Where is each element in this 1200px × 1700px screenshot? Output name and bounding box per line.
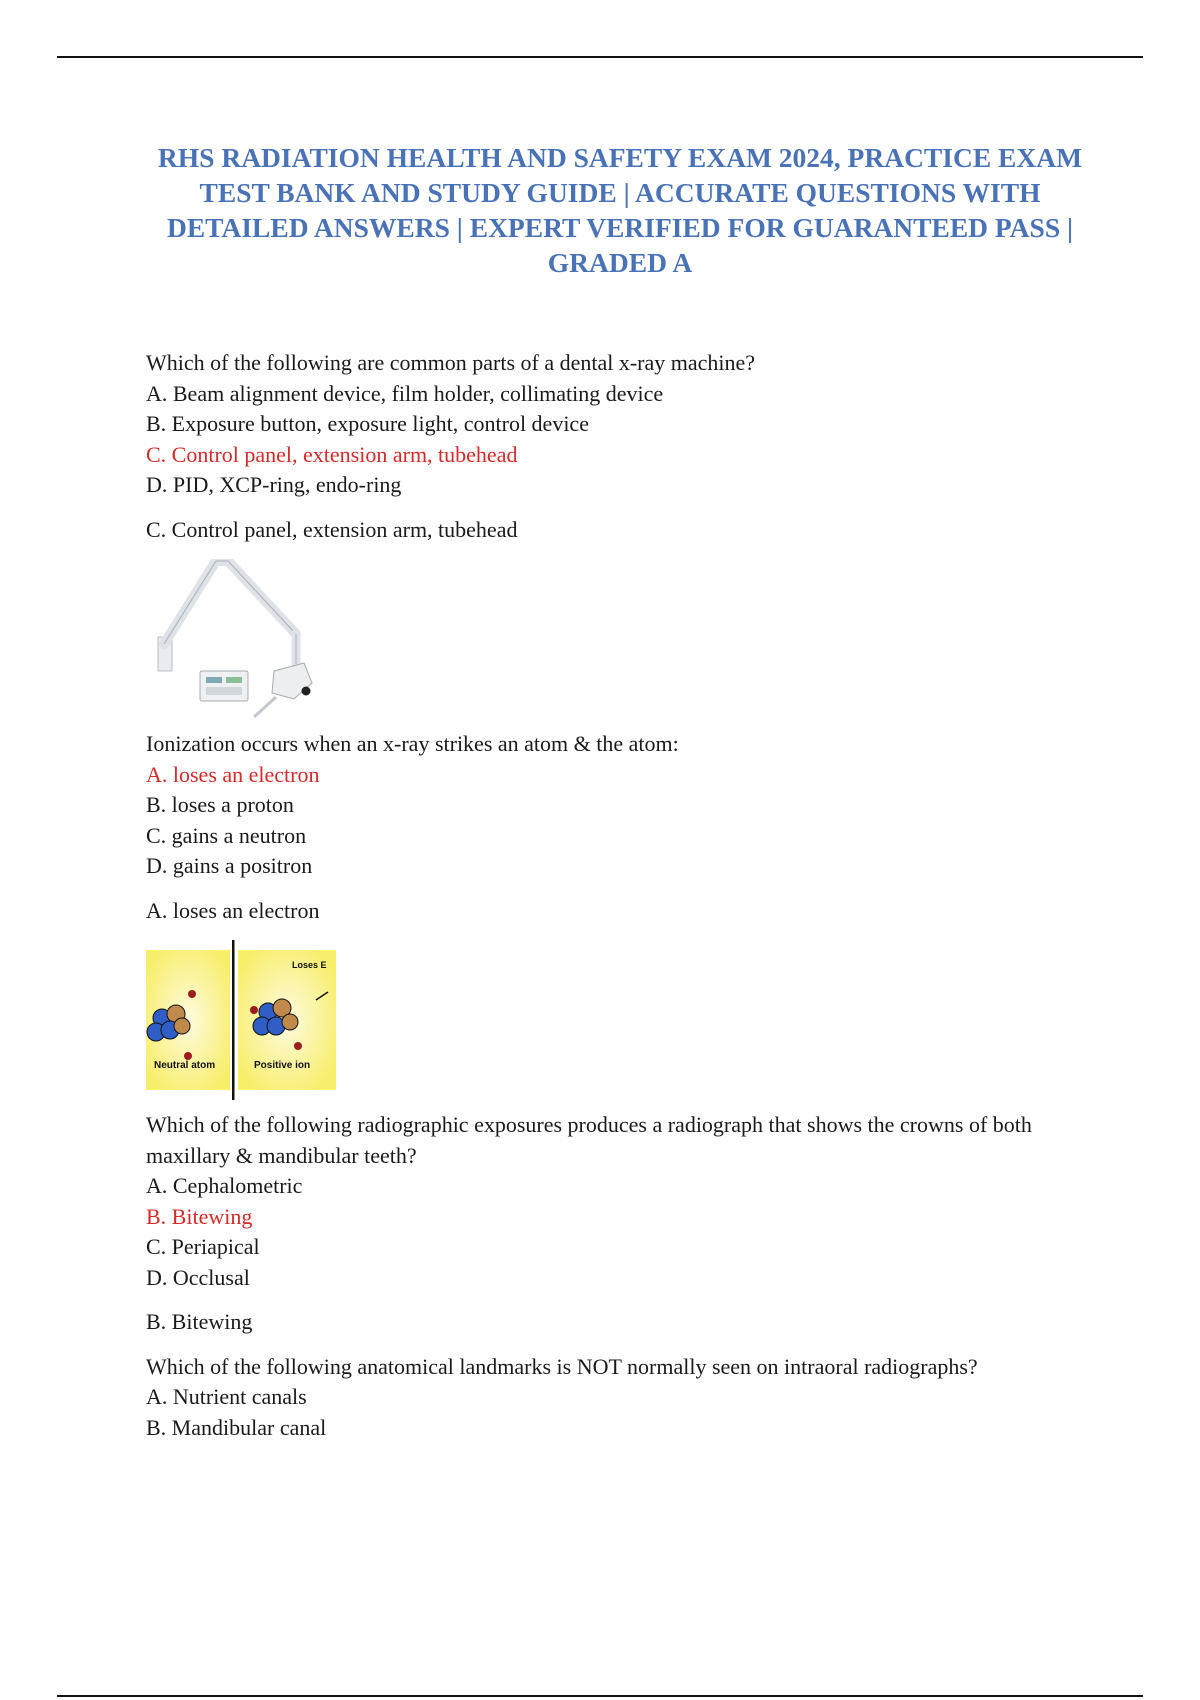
- question-1-option-c-correct: C. Control panel, extension arm, tubehead: [146, 441, 518, 467]
- question-1-text: Which of the following are common parts of a dental x-ray machine?: [146, 350, 756, 375]
- question-2-answer: A. loses an electron: [146, 897, 320, 923]
- question-3-option-b-correct: B. Bitewing: [146, 1203, 253, 1229]
- question-2-option-a-correct: A. loses an electron: [146, 761, 320, 787]
- question-4: [146, 1352, 1086, 1444]
- question-2-text: Ionization occurs when an x-ray strikes an atom & the atom:: [146, 731, 679, 756]
- question-2-option-d: D. gains a positron: [146, 853, 313, 878]
- question-3-option-a: A. Cephalometric: [146, 1173, 303, 1198]
- loses-electron-label: Loses E: [292, 960, 327, 970]
- question-3: [146, 1110, 1086, 1338]
- question-1-answer: C. Control panel, extension arm, tubehead: [146, 516, 518, 542]
- document-body: [146, 348, 1086, 1443]
- question-3-answer: B. Bitewing: [146, 1309, 253, 1334]
- question-4-text: Which of the following anatomical landmarks is NOT normally seen on intraoral radiographs?: [146, 1353, 978, 1379]
- question-4-option-a: A. Nutrient canals: [146, 1384, 307, 1409]
- question-3-option-c: C. Periapical: [146, 1234, 260, 1259]
- neutral-atom-label: Neutral atom: [154, 1060, 216, 1071]
- question-4-option-b: B. Mandibular canal: [146, 1414, 327, 1440]
- question-2-option-c: C. gains a neutron: [146, 822, 307, 848]
- top-rule: [57, 56, 1143, 58]
- positive-ion-label: Positive ion: [254, 1060, 311, 1071]
- question-3-option-d: D. Occlusal: [146, 1264, 250, 1290]
- document-title: RHS RADIATION HEALTH AND SAFETY EXAM 2024, PRACTICE EXAM TEST BANK AND STUDY GUIDE | ACCURATE QUESTIONS WITH DETAILED ANSWERS | EXPERT VERIFIED FOR GUARANTEED PASS | GRADED A: [157, 142, 1083, 278]
- bottom-rule: [57, 1695, 1143, 1697]
- question-1-option-d: D. PID, XCP-ring, endo-ring: [146, 472, 402, 497]
- question-3-text: Which of the following radiographic exposures produces a radiograph that shows the crowns of both maxillary & mandibular teeth?: [146, 1112, 1032, 1168]
- ionization-diagram-image: [146, 940, 336, 1100]
- question-2-option-b: B. loses a proton: [146, 792, 294, 817]
- dental-xray-machine-image: [146, 559, 316, 719]
- question-1-option-a: A. Beam alignment device, film holder, collimating device: [146, 380, 664, 406]
- question-2: [146, 729, 1086, 1100]
- question-1-option-b: B. Exposure button, exposure light, control device: [146, 411, 589, 436]
- question-1: [146, 348, 1086, 719]
